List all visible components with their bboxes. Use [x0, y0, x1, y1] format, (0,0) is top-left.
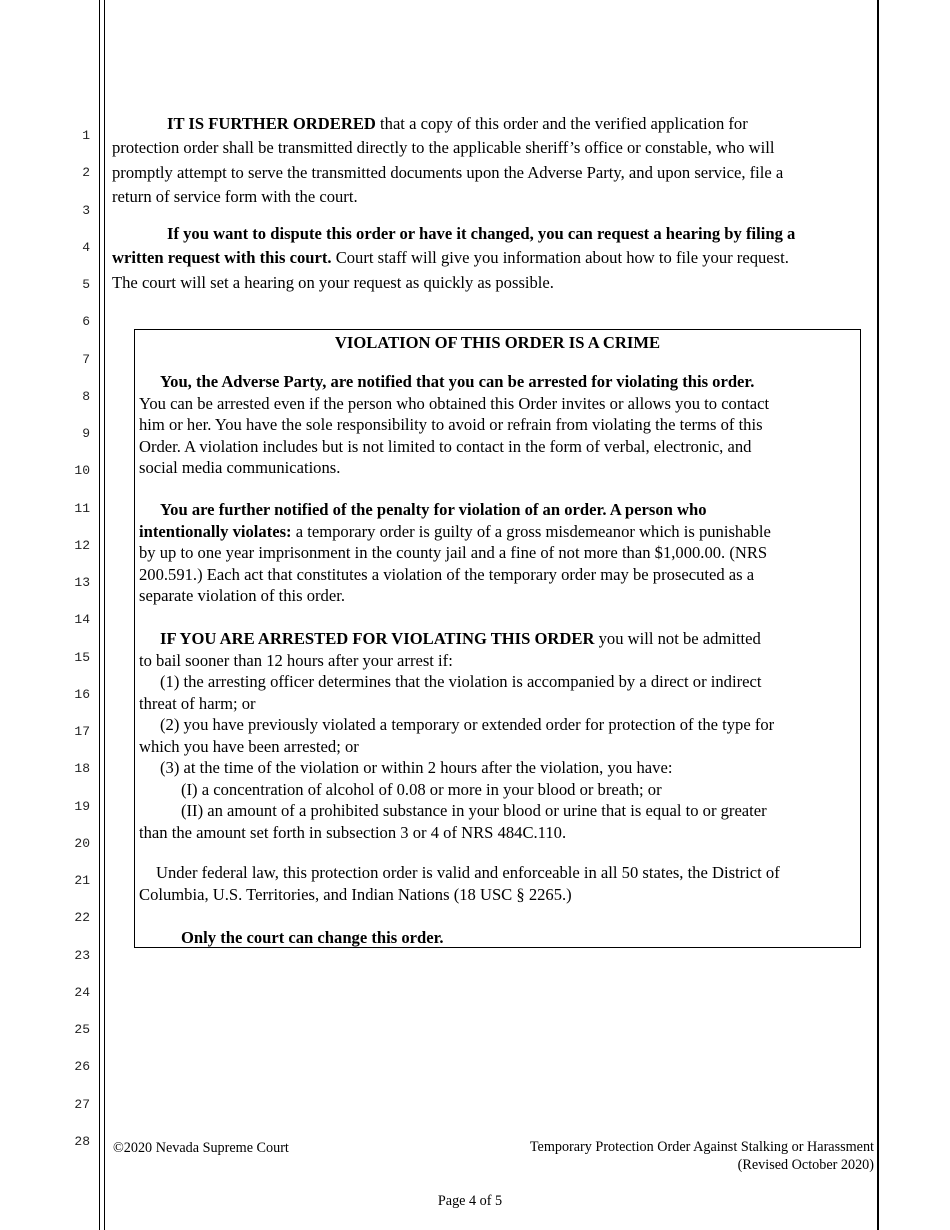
line-number: 1 [82, 128, 90, 143]
line-number: 11 [74, 500, 90, 516]
line-number: 10 [74, 463, 90, 479]
further-ordered-heading: IT IS FURTHER ORDERED [167, 114, 376, 133]
bail-condition-1: (1) the arresting officer determines that the violation is accompanied by a direct or indirect [160, 672, 762, 691]
line-number: 7 [82, 351, 90, 367]
line-number: 6 [82, 314, 90, 330]
line-number: 24 [74, 984, 90, 1000]
line-number: 16 [74, 686, 90, 702]
dispute-order-paragraph: If you want to dispute this order or have it changed, you can request a hearing by filing a written request with this court. Court staff will give you information about how to file your request. The court will set a hearing on your request as quickly as possible. [112, 224, 796, 292]
federal-law-paragraph: Under federal law, this protection order is valid and enforceable in all 50 states, the District of Columbia, U.S. Territories, and Indian Nations (18 USC § 2265.) [139, 863, 780, 904]
line-number: 27 [74, 1096, 90, 1112]
line-number: 12 [74, 537, 90, 553]
line-number: 22 [74, 910, 90, 926]
right-margin-rule [877, 0, 879, 1230]
line-number: 15 [74, 649, 90, 665]
line-number: 3 [82, 202, 90, 218]
line-number: 17 [74, 724, 90, 739]
page-number: Page 4 of 5 [437, 1193, 503, 1209]
bail-conditions-paragraph: IF YOU ARE ARRESTED FOR VIOLATING THIS ORDER you will not be admitted to bail sooner than 12 hours after your arrest if: (1) the arresting officer determines that the violation is accompanied by a direct or indirect threat of harm; or (2) you have previously violated a temporary or extended order for protection of the type for which you have been arrested; or (3) at the time of the violation or within 2 hours after the violation, you have: (I) a concentration of alcohol of 0.08 or more in your blood or breath; or (II) an amount of a prohibited substance in your blood or urine that is equal to or greater than the amount set forth in subsection 3 or 4 of NRS 484C.110. [139, 628, 861, 843]
line-number: 19 [74, 798, 90, 814]
line-number: 21 [74, 873, 90, 888]
final-notice: Only the court can change this order. [181, 928, 444, 947]
line-number: 18 [74, 761, 90, 777]
line-number: 5 [82, 277, 90, 292]
bail-condition-3-sub-1: (I) a concentration of alcohol of 0.08 or more in your blood or breath; or [181, 779, 662, 799]
footer-copyright: ©2020 Nevada Supreme Court [113, 1140, 289, 1156]
line-number: 20 [74, 835, 90, 851]
bail-condition-3: (3) at the time of the violation or within 2 hours after the violation, you have: [160, 758, 673, 777]
bail-condition-2: (2) you have previously violated a temporary or extended order for protection of the type for [160, 715, 775, 734]
bail-condition-3-sub-2: (II) an amount of a prohibited substance in your blood or urine that is equal to or greater [181, 801, 767, 820]
line-number: 13 [74, 575, 90, 590]
arrest-notice-paragraph: You, the Adverse Party, are notified that you can be arrested for violating this order. You can be arrested even if the person who obtained this Order invites or allows you to contact him or her. You have the sole responsibility to avoid or refrain from violating the terms of this Order. A violation includes but is not limited to contact in the form of verbal, electronic, and social media communications. [139, 372, 770, 477]
further-ordered-paragraph: IT IS FURTHER ORDERED that a copy of this order and the verified application for protection order shall be transmitted directly to the applicable sheriff’s office or constable, who will promptly attempt to serve the transmitted documents upon the Adverse Party, and upon service, file a return of service form with the court. [112, 114, 784, 207]
line-number: 14 [74, 612, 90, 628]
line-number: 2 [82, 165, 90, 181]
violation-box-title: VIOLATION OF THIS ORDER IS A CRIME [334, 333, 661, 352]
line-number: 4 [82, 239, 90, 255]
line-number: 9 [82, 426, 90, 441]
line-number: 8 [82, 388, 90, 404]
violation-notice-box [134, 329, 861, 948]
footer-form-title: Temporary Protection Order Against Stalking or Harassment (Revised October 2020) [529, 1139, 874, 1173]
line-number: 26 [74, 1059, 90, 1075]
left-margin-rule-outer [99, 0, 100, 1230]
left-margin-rule-inner [104, 0, 105, 1230]
penalty-paragraph: You are further notified of the penalty for violation of an order. A person who intentionally violates: a temporary order is guilty of a gross misdemeanor which is punishable by up to one year imprisonment in the county jail and a fine of not more than $1,000.00. (NRS 200.591.) Each act that constitutes a violation of the temporary order may be prosecuted as a separate violation of this order. [139, 500, 771, 605]
line-number: 23 [74, 947, 90, 963]
line-number: 28 [74, 1133, 90, 1149]
line-number: 25 [74, 1022, 90, 1037]
